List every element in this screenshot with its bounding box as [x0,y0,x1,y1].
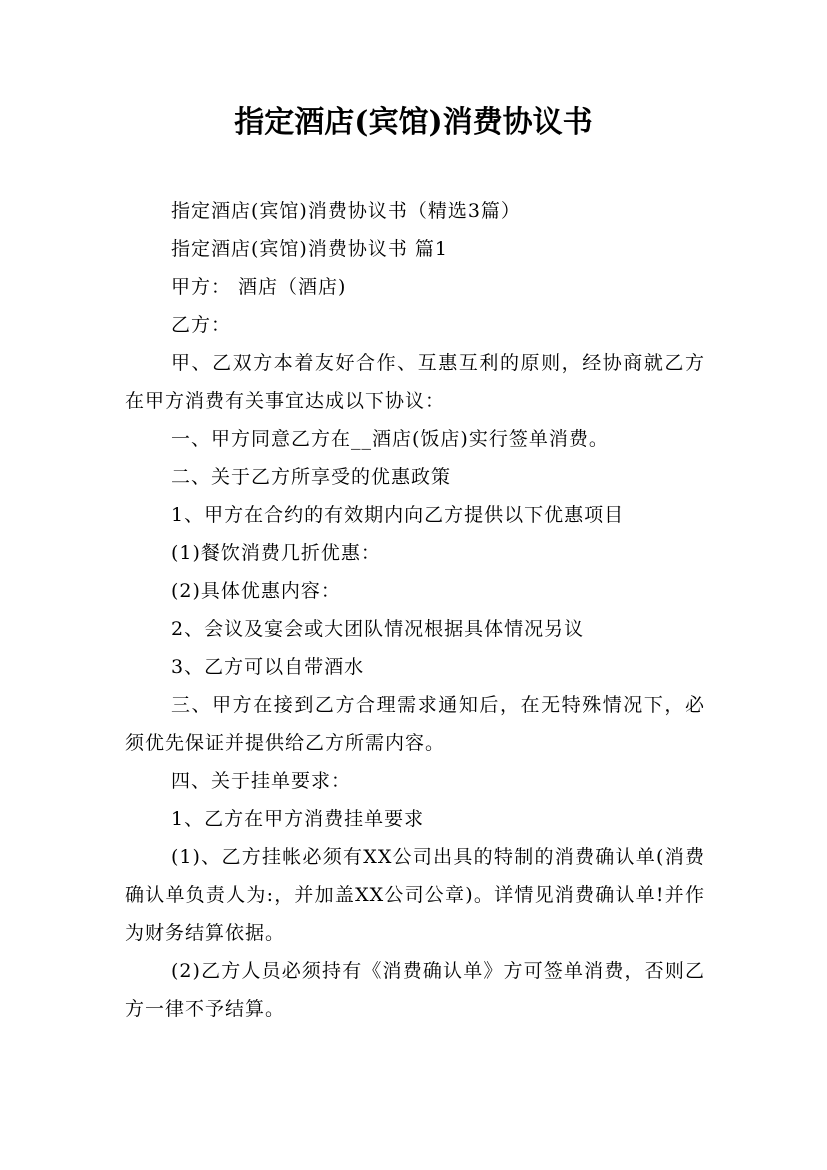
paragraph-section-heading: 指定酒店(宾馆)消费协议书 篇1 [171,238,448,260]
paragraph-clause-2-3: 3、乙方可以自带酒水 [171,656,365,678]
document-body [125,192,705,1028]
paragraph-clause-1: 一、甲方同意乙方在__酒店(饭店)实行签单消费。 [171,428,609,450]
paragraph-clause-2: 二、关于乙方所享受的优惠政策 [171,466,452,488]
paragraph-party-a: 甲方： 酒店（酒店) [171,276,347,298]
paragraph-clause-2-1-a: (1)餐饮消费几折优惠： [171,542,381,564]
paragraph-clause-3: 三、甲方在接到乙方合理需求通知后，在无特殊情况下，必须优先保证并提供给乙方所需内容。 [125,694,705,754]
paragraph-clause-2-2: 2、会议及宴会或大团队情况根据具体情况另议 [171,618,585,640]
paragraph-intro: 指定酒店(宾馆)消费协议书（精选3篇） [171,200,521,222]
paragraph-preamble: 甲、乙双方本着友好合作、互惠互利的原则，经协商就乙方在甲方消费有关事宜达成以下协议： [125,352,705,412]
paragraph-clause-4-1: 1、乙方在甲方消费挂单要求 [171,808,425,830]
paragraph-clause-4: 四、关于挂单要求： [171,770,352,792]
paragraph-clause-2-1-b: (2)具体优惠内容： [171,580,341,602]
paragraph-clause-2-1: 1、甲方在合约的有效期内向乙方提供以下优惠项目 [171,504,625,526]
paragraph-clause-4-1-b: (2)乙方人员必须持有《消费确认单》方可签单消费，否则乙方一律不予结算。 [125,960,705,1020]
document-title: 指定酒店(宾馆)消费协议书 [234,105,593,140]
paragraph-party-b: 乙方： [171,314,232,336]
paragraph-clause-4-1-a: (1)、乙方挂帐必须有XX公司出具的特制的消费确认单(消费确认单负责人为:，并加盖XX公司公章)。详情见消费确认单!并作为财务结算依据。 [125,846,705,944]
